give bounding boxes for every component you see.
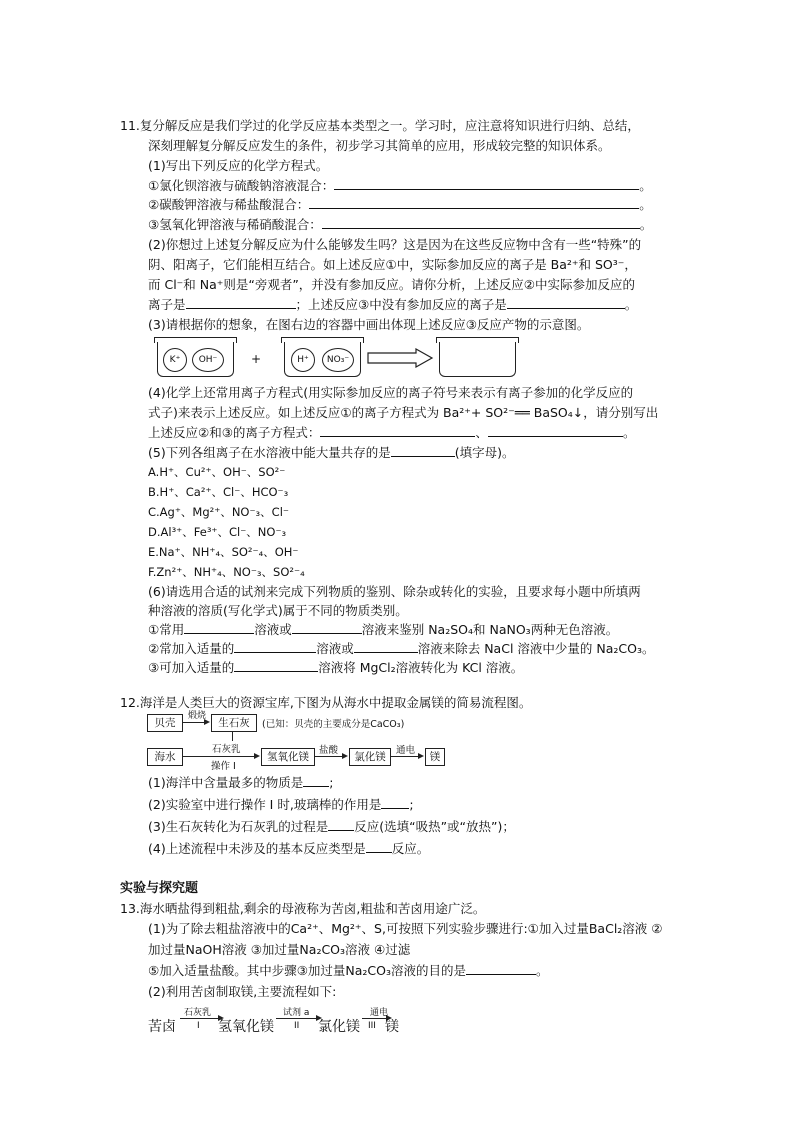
ion-oh: OH⁻ xyxy=(192,348,224,372)
option-e: E.Na⁺、NH⁺₄、SO²⁻₄、OH⁻ xyxy=(148,545,299,559)
flow-label-electrolysis: 通电 xyxy=(396,745,416,756)
q11-6b-text-3: 溶液来除去 NaCl 溶液中少量的 Na₂CO₃。 xyxy=(417,641,655,656)
answer-blank[interactable] xyxy=(309,196,639,209)
flow-arrow xyxy=(390,756,418,757)
arrow-head-icon xyxy=(204,719,210,725)
separator: 、 xyxy=(475,425,488,440)
q12-sub3-text-a: (3)生石灰转化为石灰乳的过程是 xyxy=(148,819,329,834)
arrow-head-icon xyxy=(254,753,260,759)
q11-6b-text-2: 溶液或 xyxy=(316,641,354,656)
q11-intro-line1: 11.复分解反应是我们学过的化学反应基本类型之一。学习时，应注意将知识进行归纳、总结， xyxy=(120,118,640,133)
plus-sign: + xyxy=(251,352,262,366)
q11-part4-line1: (4)化学上还常用离子方程式(用实际参加反应的离子符号来表示有离子参加的化学反应的 xyxy=(148,385,634,400)
q13-intro: 13.海水晒盐得到粗盐,剩余的母液称为苦卤,粗盐和苦卤用途广泛。 xyxy=(120,901,486,916)
period: 。 xyxy=(622,425,636,440)
q11-part2-line3: 而 Cl⁻和 Na⁺则是“旁观者”，并没有参加反应。请你分析，上述反应②中实际参加反应的 xyxy=(148,277,636,292)
q11-part1: (1)写出下列反应的化学方程式。 xyxy=(148,158,329,173)
arrow-head-icon xyxy=(342,753,348,759)
q11-1a-text: ①氯化钡溶液与硫酸钠溶液混合： xyxy=(148,178,335,193)
q11-part3: (3)请根据你的想象，在图右边的容器中画出体现上述反应③反应产物的示意图。 xyxy=(148,317,590,332)
q11-part2-line1: (2)你想过上述复分解反应为什么能够发生吗？这是因为在这些反应物中含有一些“特殊”的 xyxy=(148,237,642,252)
q11-part4-line2: 式子)来表示上述反应。如上述反应①的离子方程式为 Ba²⁺+ SO²⁻══ BaSO₄↓，请分别写出 xyxy=(148,405,659,420)
q12-sub1 xyxy=(148,774,333,791)
flow-arrow xyxy=(314,756,342,757)
answer-blank[interactable] xyxy=(391,444,455,457)
flow-arrow xyxy=(362,1018,386,1019)
q12-intro: 12.海洋是人类巨大的资源宝库,下图为从海水中提取金属镁的简易流程图。 xyxy=(120,695,532,710)
beaker-3-empty[interactable] xyxy=(439,342,516,377)
ion-h: H⁺ xyxy=(291,348,315,372)
answer-blank[interactable] xyxy=(328,818,354,831)
q11-1c xyxy=(148,216,652,233)
q11-6a-text-3: 溶液来鉴别 Na₂SO₄和 NaNO₃两种无色溶液。 xyxy=(361,622,619,637)
flow-reagent-a: 试剂 a xyxy=(283,1008,310,1018)
answer-blank[interactable] xyxy=(381,796,409,809)
flow-mg-chloride-2: 氯化镁 xyxy=(318,1019,360,1035)
flow-label-operation1: 操作 I xyxy=(211,761,236,772)
flow-magnesium-2: 镁 xyxy=(385,1019,399,1035)
q12-sub4-text-b: 反应。 xyxy=(391,841,430,856)
q12-sub3 xyxy=(148,818,515,835)
q11-4-text: 上述反应②和③的离子方程式： xyxy=(148,425,321,440)
flow-label-calcine: 煅烧 xyxy=(188,711,207,721)
q11-intro-line2: 深刻理解复分解反应发生的条件，初步学习其简单的应用，形成较完整的知识体系。 xyxy=(148,138,611,153)
q12-sub2 xyxy=(148,796,414,813)
q11-part4-line3 xyxy=(148,424,635,441)
option-f: F.Zn²⁺、NH⁺₄、NO⁻₃、SO²⁻₄ xyxy=(148,565,305,579)
q13-part2: (2)利用苦卤制取镁,主要流程如下: xyxy=(148,984,337,999)
q12-sub4 xyxy=(148,840,429,857)
option-c: C.Ag⁺、Mg²⁺、NO⁻₃、Cl⁻ xyxy=(148,505,289,519)
period: 。 xyxy=(536,963,549,978)
flow-arrow xyxy=(182,756,254,757)
flow-label-hcl: 盐酸 xyxy=(319,745,339,756)
q11-5-end: (填字母)。 xyxy=(454,445,515,460)
semicolon: ; xyxy=(409,797,414,812)
flow-magnesium: 镁 xyxy=(425,748,445,766)
flow-connector xyxy=(232,731,233,741)
q11-1b xyxy=(148,196,652,213)
q11-1b-text: ②碳酸钾溶液与稀盐酸混合： xyxy=(148,197,310,212)
flow-electrolysis-2: 通电 xyxy=(370,1008,389,1018)
answer-blank[interactable] xyxy=(184,621,254,634)
answer-blank[interactable] xyxy=(234,640,316,653)
q13-part1-text: ⑤加入适量盐酸。其中步骤③加过量Na₂CO₃溶液的目的是 xyxy=(148,963,467,978)
q11-6c-text-1: ③可加入适量的 xyxy=(148,660,235,675)
q11-part2-line2: 阴、阳离子，它们能相互结合。如上述反应①中，实际参加反应的离子是 Ba²⁺和 SO³⁻， xyxy=(148,257,637,272)
q12-sub1-text: (1)海洋中含量最多的物质是 xyxy=(148,775,304,790)
semicolon: ; xyxy=(329,775,334,790)
answer-blank[interactable] xyxy=(303,774,329,787)
q13-part1-line3 xyxy=(148,962,549,979)
answer-blank[interactable] xyxy=(366,840,392,853)
option-d: D.Al³⁺、Fe³⁺、Cl⁻、NO⁻₃ xyxy=(148,525,287,539)
q11-6a-text-1: ①常用 xyxy=(148,622,185,637)
q11-6c xyxy=(148,659,523,676)
q12-sub2-text: (2)实验室中进行操作 I 时,玻璃棒的作用是 xyxy=(148,797,382,812)
option-a: A.H⁺、Cu²⁺、OH⁻、SO²⁻ xyxy=(148,465,286,479)
q11-6c-text-2: 溶液将 MgCl₂溶液转化为 KCl 溶液。 xyxy=(318,660,524,675)
q11-part6-line1: (6)请选用合适的试剂来完成下列物质的鉴别、除杂或转化的实验，且要求每小题中所填两 xyxy=(148,584,641,599)
reaction-arrow-icon xyxy=(366,348,436,368)
q11-6b-text-1: ②常加入适量的 xyxy=(148,641,235,656)
option-b: B.H⁺、Ca²⁺、Cl⁻、HCO⁻₃ xyxy=(148,485,289,499)
flow-arrow xyxy=(276,1018,316,1019)
q11-part6-line2: 种溶液的溶质(写化学式)属于不同的物质类别。 xyxy=(148,603,408,618)
flow-quicklime: 生石灰 xyxy=(211,714,257,732)
flow-reagent-limewater: 石灰乳 xyxy=(184,1008,212,1018)
answer-blank[interactable] xyxy=(320,424,475,437)
flow-note: (已知：贝壳的主要成分是CaCO₃) xyxy=(262,719,405,730)
flow-step-3: III xyxy=(368,1021,376,1031)
flow-label-limewater: 石灰乳 xyxy=(212,744,241,755)
q11-part5 xyxy=(148,444,514,461)
flow-step-2: II xyxy=(294,1021,300,1031)
q11-6a xyxy=(148,621,618,638)
q11-part2-line4 xyxy=(148,296,637,313)
flow-seawater: 海水 xyxy=(147,748,183,766)
q11-6a-text-2: 溶液或 xyxy=(254,622,292,637)
q11-2-text-b: ；上述反应③中没有参加反应的离子是 xyxy=(295,297,507,312)
q11-6b xyxy=(148,640,654,657)
flow-bittern: 苦卤 xyxy=(148,1019,176,1035)
flow-mg-chloride: 氯化镁 xyxy=(349,748,391,766)
flow-shell: 贝壳 xyxy=(147,714,183,732)
q11-2-text-a: 离子是 xyxy=(148,297,186,312)
answer-blank[interactable] xyxy=(322,216,640,229)
q12-sub3-text-b: 反应(选填“吸热”或“放热”)； xyxy=(354,819,515,834)
ion-no3: NO₃⁻ xyxy=(322,348,354,372)
period: 。 xyxy=(624,297,638,312)
section-heading: 实验与探究题 xyxy=(120,881,199,896)
answer-blank[interactable] xyxy=(354,640,418,653)
q11-5-text: (5)下列各组离子在水溶液中能大量共存的是 xyxy=(148,445,391,460)
answer-blank[interactable] xyxy=(507,296,625,309)
period: 。 xyxy=(639,197,652,212)
answer-blank[interactable] xyxy=(186,296,296,309)
q12-sub4-text-a: (4)上述流程中未涉及的基本反应类型是 xyxy=(148,841,366,856)
q13-part1-line1: (1)为了除去粗盐溶液中的Ca²⁺、Mg²⁺、S,可按照下列实验步骤进行:①加入过量BaCl₂溶液 ② xyxy=(148,921,663,936)
ion-k: K⁺ xyxy=(163,348,187,372)
flow-mg-hydroxide: 氢氧化镁 xyxy=(261,748,315,766)
flow-step-1: I xyxy=(197,1021,200,1031)
flow-mg-hydroxide-2: 氢氧化镁 xyxy=(218,1019,274,1035)
period: 。 xyxy=(639,178,652,193)
flow-arrow xyxy=(182,722,204,723)
answer-blank[interactable] xyxy=(234,659,318,672)
arrow-head-icon xyxy=(418,753,424,759)
answer-blank[interactable] xyxy=(292,621,362,634)
q11-1c-text: ③氢氧化钾溶液与稀硝酸混合： xyxy=(148,217,322,232)
answer-blank[interactable] xyxy=(488,424,623,437)
period: 。 xyxy=(639,217,653,232)
flow-arrow xyxy=(180,1018,218,1019)
q11-1a xyxy=(148,177,652,194)
q13-part1-line2: 加过量NaOH溶液 ③加过量Na₂CO₃溶液 ④过滤 xyxy=(148,942,411,957)
answer-blank[interactable] xyxy=(334,177,639,190)
answer-blank[interactable] xyxy=(466,962,536,975)
